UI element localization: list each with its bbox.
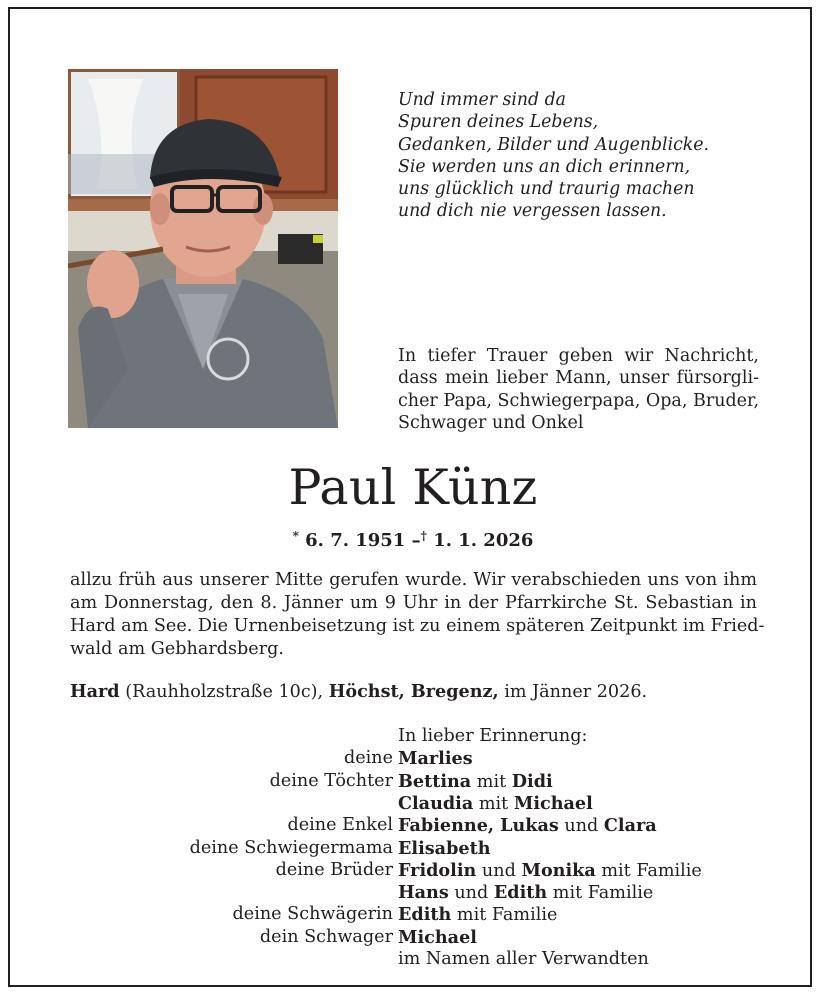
mourner-name-part: mit Familie xyxy=(547,883,654,904)
mourner-names xyxy=(398,814,657,838)
mourner-name-part: Fridolin xyxy=(398,859,477,881)
mourner-name-part: Monika xyxy=(521,859,596,881)
mourner-row xyxy=(0,926,826,949)
mourner-names xyxy=(398,859,702,883)
mourner-names xyxy=(398,792,593,816)
mourner-relation: deine Töchter xyxy=(269,770,393,791)
intro-line: dass mein lieber Mann, unser fürsorgli- xyxy=(398,368,759,389)
mourner-name-part: mit Familie xyxy=(451,905,558,926)
mourner-name-part: Edith xyxy=(398,904,452,926)
mourner-names xyxy=(398,903,557,927)
place-towns: Höchst, Bregenz, xyxy=(328,681,499,702)
poem-line: Gedanken, Bilder und Augenblicke. xyxy=(398,134,709,155)
poem-line: und dich nie vergessen lassen. xyxy=(398,201,667,222)
body-line: wald am Gebhardsberg. xyxy=(70,639,284,659)
mourner-row xyxy=(0,770,826,793)
portrait-photo xyxy=(68,69,338,428)
mourner-names xyxy=(398,926,477,950)
mourner-name-part: Michael xyxy=(513,792,593,814)
mourner-row xyxy=(0,837,826,860)
mourners-heading-row xyxy=(0,725,826,748)
mourner-name-part: Didi xyxy=(511,770,553,792)
mourner-names xyxy=(398,837,491,861)
funeral-details xyxy=(70,569,765,661)
poem-line: Sie werden uns an dich erinnern, xyxy=(398,156,691,177)
place-address: (Rauhholzstraße 10c), xyxy=(119,682,329,702)
mourner-row xyxy=(0,881,826,904)
mourner-row xyxy=(0,859,826,882)
mourner-name-part: Fabienne, Lukas xyxy=(398,815,559,837)
death-symbol: † xyxy=(420,529,427,543)
mourner-name-part: mit Familie xyxy=(595,860,702,881)
mourner-name-part: mit xyxy=(471,771,512,792)
mourner-relation: dein Schwager xyxy=(259,926,393,947)
poem-line: Spuren deines Lebens, xyxy=(398,112,599,133)
mourner-name-part: Clara xyxy=(603,815,657,837)
intro-line: Schwager und Onkel xyxy=(398,413,584,434)
mourner-name-part: Hans xyxy=(398,882,449,904)
mourner-relation: deine Schwägerin xyxy=(232,904,393,925)
intro-line: cher Papa, Schwiegerpapa, Opa, Bruder, xyxy=(398,390,760,411)
mourner-name-part: mit xyxy=(473,793,514,814)
poem-line: uns glücklich und traurig machen xyxy=(398,179,695,200)
mourner-row xyxy=(0,792,826,815)
mourner-name-part: im Namen aller Verwandten xyxy=(398,949,649,969)
body-line: Hard am See. Die Urnenbeisetzung ist zu einem späteren Zeitpunkt im Fried- xyxy=(70,616,765,636)
mourner-names xyxy=(398,770,553,794)
mourner-name-part: Michael xyxy=(398,926,477,948)
place-date: im Jänner 2026. xyxy=(498,682,648,702)
mourner-name-part: und xyxy=(558,816,604,837)
mourner-row xyxy=(0,948,826,971)
announcement-intro xyxy=(398,345,759,435)
death-date: 1. 1. 2026 xyxy=(433,530,534,551)
intro-line: In tiefer Trauer geben wir Nachricht, xyxy=(398,346,759,366)
place-town: Hard xyxy=(70,681,120,702)
birth-symbol: * xyxy=(292,529,299,543)
mourner-relation: deine Enkel xyxy=(287,815,393,836)
place-and-date xyxy=(70,680,647,704)
mourner-row xyxy=(0,814,826,837)
birth-date: 6. 7. 1951 – xyxy=(305,530,421,551)
mourner-row xyxy=(0,747,826,770)
mourner-name-part: und xyxy=(448,883,494,904)
mourner-name-part: Edith xyxy=(493,882,548,904)
mourner-name-part: Claudia xyxy=(398,792,474,814)
memorial-poem xyxy=(398,89,709,223)
body-line: am Donnerstag, den 8. Jänner um 9 Uhr in der Pfarrkirche St. Sebastian in xyxy=(70,593,757,613)
mourner-name-part: und xyxy=(476,860,522,881)
mourner-names xyxy=(398,948,649,971)
mourner-relation: deine xyxy=(343,748,393,769)
body-line: allzu früh aus unserer Mitte gerufen wurde. Wir verabschieden uns von ihm xyxy=(70,570,757,590)
mourner-relation: deine Schwiegermama xyxy=(189,837,393,858)
deceased-name: Paul Künz xyxy=(288,459,538,516)
mourner-name-part: Bettina xyxy=(398,770,472,792)
mourner-row xyxy=(0,903,826,926)
mourner-name-part: Elisabeth xyxy=(398,837,491,859)
mourner-relation: deine Brüder xyxy=(275,859,393,880)
mourners-heading: In lieber Erinnerung: xyxy=(398,726,588,746)
life-dates xyxy=(0,524,826,553)
poem-line: Und immer sind da xyxy=(398,90,566,110)
mourner-names xyxy=(398,881,653,905)
mourner-name-part: Marlies xyxy=(398,748,473,770)
mourner-names xyxy=(398,747,473,771)
